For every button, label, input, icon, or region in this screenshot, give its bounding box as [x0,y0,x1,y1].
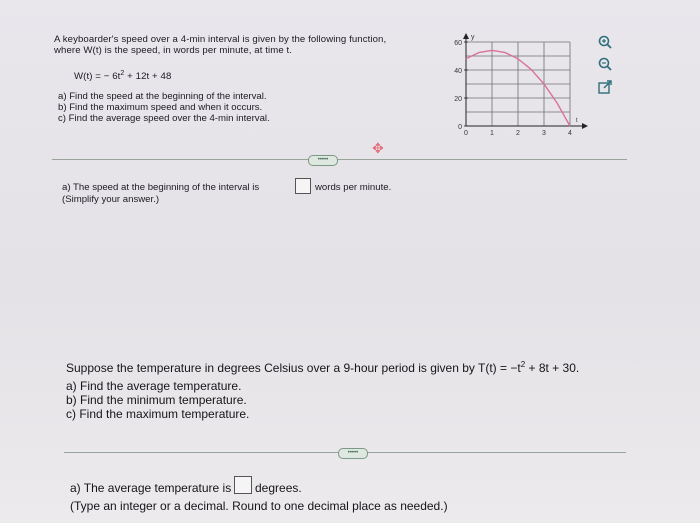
function-exponent: 2 [120,70,125,77]
problem2-answer-hint: (Type an integer or a decimal. Round to one decimal place as needed.) [70,499,448,513]
problem1-part-c: c) Find the average speed over the 4-min interval. [58,113,270,124]
problem1-answer-suffix: words per minute. [315,182,392,193]
divider [52,159,627,160]
zoom-in-icon[interactable] [597,34,613,50]
problem2-intro-tail: + 8t + 30. [525,361,580,375]
x-tick-label: 2 [516,130,520,137]
y-tick-label: 40 [454,68,462,75]
y-tick-label: 60 [454,40,462,47]
show-more-button[interactable]: ••••• [308,155,338,166]
function-suffix: + 12t + 48 [124,71,172,83]
y-tick-label: 20 [454,96,462,103]
show-more-button[interactable]: ••••• [338,448,368,459]
problem2-answer-suffix: degrees. [255,481,302,495]
y-axis-label: y [471,34,475,41]
problem2-exponent: 2 [520,360,526,369]
problem2-part-a: a) Find the average temperature. [66,379,242,393]
problem2-answer-prefix: a) The average temperature is [70,481,232,495]
zoom-out-icon[interactable] [597,56,613,72]
y-axis-arrow [463,33,469,39]
problem2-intro [66,360,579,375]
problem2-part-b: b) Find the minimum temperature. [66,393,247,407]
graph-grid [466,42,570,126]
x-tick-label: 1 [490,130,494,137]
open-external-icon[interactable] [597,80,613,96]
problem2-part-c: c) Find the maximum temperature. [66,407,250,421]
x-tick-label: 0 [464,130,468,137]
speed-answer-input[interactable] [295,178,311,194]
cursor-icon: ✥ [372,140,384,156]
problem1-answer-hint: (Simplify your answer.) [62,194,160,205]
speed-graph [448,30,593,140]
graph-axes [463,33,588,129]
x-axis-label: t [576,118,578,124]
problem2-intro-text: Suppose the temperature in degrees Celsius over a 9-hour period is given by T(t) = −t [66,361,521,375]
function-prefix: W(t) = − 6t [74,71,121,83]
x-tick-label: 3 [542,130,546,137]
problem1-intro-line2: where W(t) is the speed, in words per minute, at time t. [54,45,293,56]
problem1-answer-prefix: a) The speed at the beginning of the interval is [62,182,260,193]
graph-ticks [454,34,578,137]
temperature-answer-input[interactable] [234,476,252,494]
x-tick-label: 4 [568,130,572,137]
problem1-part-a: a) Find the speed at the beginning of the interval. [58,91,267,102]
problem1-intro-line1: A keyboarder's speed over a 4-min interval is given by the following function, [54,34,387,45]
problem1-function [74,70,171,82]
x-axis-arrow [582,123,588,129]
y-tick-label: 0 [458,124,462,131]
problem1-part-b: b) Find the maximum speed and when it occurs. [58,102,263,113]
